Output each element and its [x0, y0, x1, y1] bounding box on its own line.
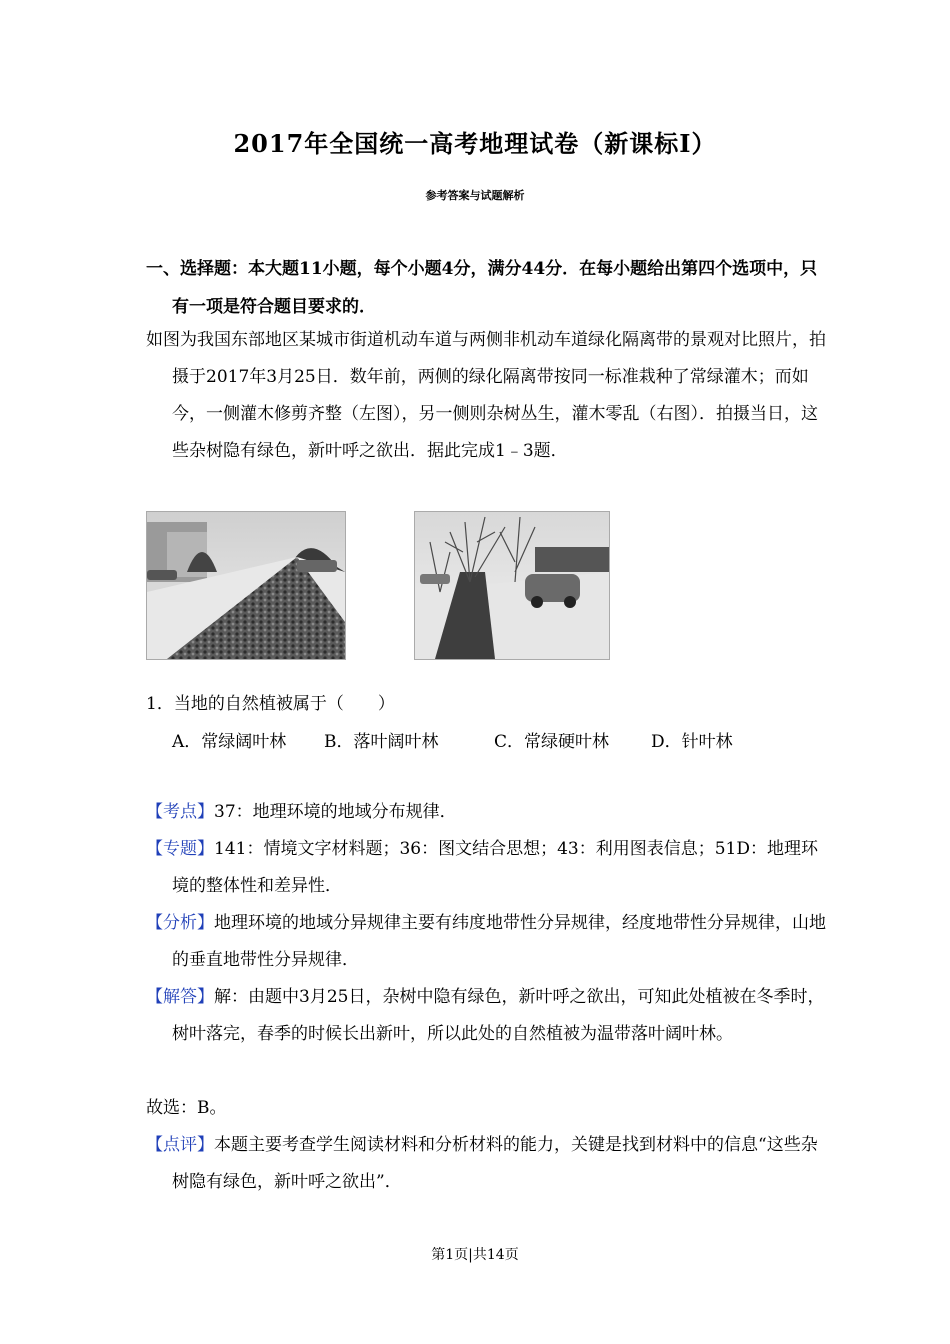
fenxi-tag: 【分析】 — [146, 913, 214, 933]
jieda-tag: 【解答】 — [146, 987, 214, 1007]
jieda-paragraph — [146, 979, 834, 1053]
zhuanti-paragraph — [146, 831, 834, 905]
option-a: A．常绿阔叶林 — [172, 732, 287, 752]
photo-overgrown-hedge — [414, 511, 610, 660]
photo-trimmed-hedge — [146, 511, 346, 660]
fenxi-paragraph — [146, 905, 834, 979]
kaodian-paragraph — [146, 794, 834, 831]
page-subtitle: 参考答案与试题解析 — [425, 189, 525, 202]
option-c: C．常绿硬叶林 — [494, 732, 610, 752]
passage-text: 如图为我国东部地区某城市街道机动车道与两侧非机动车道绿化隔离带的景观对比照片，拍摄于2017年3月25日．数年前，两侧的绿化隔离带按同一标准栽种了常绿灌木；而如今，一侧灌木修剪齐整（左图），另一侧则杂树丛生，灌木零乱（右图）．拍摄当日，这些杂树隐有绿色，新叶呼之欲出．据此完成1﹣3题． — [146, 330, 826, 461]
zhuanti-text: 141：情境文字材料题；36：图文结合思想；43：利用图表信息；51D：地理环境的整体性和差异性． — [172, 839, 818, 896]
jieda-text: 解：由题中3月25日，杂树中隐有绿色，新叶呼之欲出，可知此处植被在冬季时，树叶落完，春季的时候长出新叶，所以此处的自然植被为温带落叶阔叶林。 — [172, 987, 825, 1044]
option-b: B．落叶阔叶林 — [324, 732, 439, 752]
dianping-text: 本题主要考查学生阅读材料和分析材料的能力，关键是找到材料中的信息“这些杂树隐有绿色，新叶呼之欲出”． — [172, 1135, 818, 1192]
question-1-stem: 1．当地的自然植被属于（ ） — [146, 694, 395, 714]
section-heading: 一、选择题：本大题11小题，每个小题4分，满分44分．在每小题给出第四个选项中，只有一项是符合题目要求的． — [146, 259, 818, 317]
page-footer: 第1页|共14页 — [431, 1247, 519, 1263]
question-1-options — [172, 724, 733, 761]
dianping-tag: 【点评】 — [146, 1135, 214, 1155]
dianping-paragraph — [146, 1127, 834, 1201]
answer-choice: 故选：B。 — [146, 1098, 227, 1118]
fenxi-text: 地理环境的地域分异规律主要有纬度地带性分异规律，经度地带性分异规律，山地的垂直地带性分异规律． — [172, 913, 826, 970]
kaodian-tag: 【考点】 — [146, 802, 214, 822]
option-d: D．针叶林 — [651, 732, 733, 752]
page-title: 2017年全国统一高考地理试卷（新课标Ⅰ） — [233, 129, 717, 158]
kaodian-text: 37：地理环境的地域分布规律． — [214, 802, 457, 822]
zhuanti-tag: 【专题】 — [146, 839, 214, 859]
